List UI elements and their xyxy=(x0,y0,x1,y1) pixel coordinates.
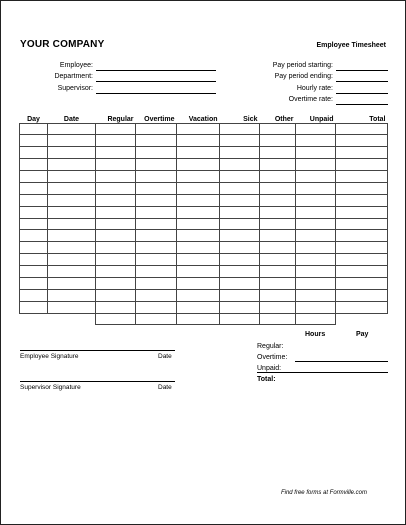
supervisor-input-line[interactable] xyxy=(96,93,216,94)
table-row xyxy=(20,301,388,313)
table-cell[interactable] xyxy=(136,147,177,159)
supervisor-date-label: Date xyxy=(158,384,172,391)
col-sick: Sick xyxy=(243,115,258,123)
table-cell[interactable] xyxy=(220,194,260,206)
col-regular: Regular xyxy=(107,115,134,123)
col-other: Other xyxy=(274,115,294,123)
table-cell[interactable] xyxy=(48,289,96,301)
table-row xyxy=(20,182,388,194)
table-cell[interactable] xyxy=(48,242,96,254)
overtime-rate-input-line[interactable] xyxy=(336,104,388,105)
table-cell[interactable] xyxy=(260,266,296,278)
col-day: Day xyxy=(27,115,40,123)
table-cell[interactable] xyxy=(177,171,220,183)
period-end-label: Pay period ending: xyxy=(274,73,333,80)
table-cell[interactable] xyxy=(96,218,136,230)
hourly-rate-field xyxy=(241,85,333,95)
table-cell[interactable] xyxy=(177,242,220,254)
timesheet-table xyxy=(19,113,388,325)
table-cell[interactable] xyxy=(96,159,136,171)
table-cell[interactable] xyxy=(260,206,296,218)
table-header-row xyxy=(20,113,388,123)
table-cell[interactable] xyxy=(136,159,177,171)
table-row xyxy=(20,194,388,206)
table-cell[interactable] xyxy=(336,277,388,289)
table-cell[interactable] xyxy=(260,182,296,194)
table-cell[interactable] xyxy=(336,194,388,206)
table-cell[interactable] xyxy=(177,230,220,242)
table-cell[interactable] xyxy=(260,135,296,147)
table-row xyxy=(20,254,388,266)
table-cell[interactable] xyxy=(96,123,136,135)
table-cell[interactable] xyxy=(220,266,260,278)
table-cell[interactable] xyxy=(260,123,296,135)
col-overtime: Overtime xyxy=(144,115,175,123)
table-cell[interactable] xyxy=(220,123,260,135)
summary-pay-header: Pay xyxy=(356,331,369,338)
table-cell[interactable] xyxy=(48,135,96,147)
table-cell[interactable] xyxy=(296,242,336,254)
table-cell[interactable] xyxy=(136,218,177,230)
table-cell[interactable] xyxy=(220,277,260,289)
department-field xyxy=(21,73,93,83)
table-cell[interactable] xyxy=(20,266,48,278)
table-cell[interactable] xyxy=(296,301,336,313)
totals-blank-cell xyxy=(336,313,388,325)
employee-field xyxy=(21,62,93,72)
table-cell[interactable] xyxy=(296,147,336,159)
supervisor-field xyxy=(21,85,93,95)
table-cell[interactable] xyxy=(177,123,220,135)
table-cell[interactable] xyxy=(336,289,388,301)
totals-cell[interactable] xyxy=(96,313,136,325)
totals-cell[interactable] xyxy=(296,313,336,325)
table-cell[interactable] xyxy=(260,171,296,183)
table-cell[interactable] xyxy=(20,159,48,171)
table-cell[interactable] xyxy=(136,301,177,313)
footer-note: Find free forms at Formville.com xyxy=(280,490,367,496)
summary-unpaid-line[interactable] xyxy=(257,372,388,373)
table-row xyxy=(20,135,388,147)
table-row xyxy=(20,123,388,135)
table-cell[interactable] xyxy=(48,230,96,242)
period-start-field xyxy=(241,62,333,72)
table-cell[interactable] xyxy=(336,123,388,135)
table-cell[interactable] xyxy=(260,301,296,313)
table-cell[interactable] xyxy=(177,289,220,301)
table-cell[interactable] xyxy=(96,277,136,289)
table-cell[interactable] xyxy=(260,230,296,242)
table-cell[interactable] xyxy=(20,206,48,218)
table-cell[interactable] xyxy=(20,289,48,301)
table-cell[interactable] xyxy=(136,289,177,301)
table-cell[interactable] xyxy=(220,301,260,313)
table-cell[interactable] xyxy=(220,242,260,254)
period-end-input-line[interactable] xyxy=(336,81,388,82)
table-cell[interactable] xyxy=(136,242,177,254)
table-cell[interactable] xyxy=(177,218,220,230)
table-cell[interactable] xyxy=(336,301,388,313)
table-cell[interactable] xyxy=(220,182,260,194)
table-cell[interactable] xyxy=(96,135,136,147)
table-cell[interactable] xyxy=(336,147,388,159)
table-cell[interactable] xyxy=(136,230,177,242)
supervisor-signature-line[interactable] xyxy=(20,381,175,382)
table-row xyxy=(20,206,388,218)
table-cell[interactable] xyxy=(177,301,220,313)
department-input-line[interactable] xyxy=(96,81,216,82)
table-cell[interactable] xyxy=(96,289,136,301)
period-start-input-line[interactable] xyxy=(336,70,388,71)
supervisor-label: Supervisor: xyxy=(57,85,93,92)
table-cell[interactable] xyxy=(177,254,220,266)
table-cell[interactable] xyxy=(296,218,336,230)
table-cell[interactable] xyxy=(260,254,296,266)
totals-blank-cell xyxy=(48,313,96,325)
col-unpaid: Unpaid xyxy=(309,115,334,123)
company-name: YOUR COMPANY xyxy=(20,39,105,50)
table-cell[interactable] xyxy=(296,289,336,301)
table-cell[interactable] xyxy=(96,206,136,218)
table-cell[interactable] xyxy=(177,135,220,147)
table-cell[interactable] xyxy=(260,277,296,289)
table-cell[interactable] xyxy=(48,206,96,218)
table-cell[interactable] xyxy=(336,206,388,218)
table-cell[interactable] xyxy=(296,194,336,206)
totals-blank-cell xyxy=(20,313,48,325)
table-cell[interactable] xyxy=(20,242,48,254)
table-cell[interactable] xyxy=(336,254,388,266)
table-cell[interactable] xyxy=(177,182,220,194)
table-row xyxy=(20,218,388,230)
table-cell[interactable] xyxy=(336,159,388,171)
table-cell[interactable] xyxy=(296,123,336,135)
table-cell[interactable] xyxy=(296,230,336,242)
department-label: Department: xyxy=(54,73,93,80)
table-cell[interactable] xyxy=(96,182,136,194)
table-cell[interactable] xyxy=(20,182,48,194)
table-row xyxy=(20,266,388,278)
table-cell[interactable] xyxy=(20,123,48,135)
timesheet-table-wrapper xyxy=(19,113,388,325)
table-cell[interactable] xyxy=(48,266,96,278)
col-date: Date xyxy=(63,115,80,123)
table-row xyxy=(20,242,388,254)
employee-signature-label: Employee Signature xyxy=(20,353,79,360)
table-cell[interactable] xyxy=(220,159,260,171)
table-cell[interactable] xyxy=(136,171,177,183)
table-cell[interactable] xyxy=(48,182,96,194)
table-cell[interactable] xyxy=(96,266,136,278)
table-cell[interactable] xyxy=(177,194,220,206)
table-cell[interactable] xyxy=(296,159,336,171)
table-row xyxy=(20,159,388,171)
table-cell[interactable] xyxy=(20,230,48,242)
employee-date-label: Date xyxy=(158,353,172,360)
table-cell[interactable] xyxy=(48,123,96,135)
table-cell[interactable] xyxy=(220,230,260,242)
summary-overtime-line[interactable] xyxy=(295,361,388,362)
hourly-rate-label: Hourly rate: xyxy=(296,85,333,92)
table-cell[interactable] xyxy=(96,254,136,266)
table-cell[interactable] xyxy=(96,242,136,254)
table-cell[interactable] xyxy=(296,135,336,147)
table-cell[interactable] xyxy=(136,206,177,218)
timesheet-body xyxy=(20,123,388,325)
table-cell[interactable] xyxy=(296,266,336,278)
table-cell[interactable] xyxy=(177,266,220,278)
table-cell[interactable] xyxy=(220,218,260,230)
table-cell[interactable] xyxy=(260,242,296,254)
summary-hours-header: Hours xyxy=(305,331,326,338)
table-row xyxy=(20,171,388,183)
table-cell[interactable] xyxy=(336,182,388,194)
table-cell[interactable] xyxy=(336,230,388,242)
table-cell[interactable] xyxy=(20,218,48,230)
table-cell[interactable] xyxy=(136,182,177,194)
table-cell[interactable] xyxy=(136,123,177,135)
table-cell[interactable] xyxy=(136,266,177,278)
table-cell[interactable] xyxy=(177,159,220,171)
table-cell[interactable] xyxy=(20,254,48,266)
table-cell[interactable] xyxy=(296,182,336,194)
table-cell[interactable] xyxy=(177,147,220,159)
table-cell[interactable] xyxy=(48,194,96,206)
table-cell[interactable] xyxy=(20,301,48,313)
totals-row xyxy=(20,313,388,325)
table-cell[interactable] xyxy=(48,147,96,159)
table-cell[interactable] xyxy=(220,135,260,147)
summary-total-label: Total: xyxy=(257,376,276,383)
table-cell[interactable] xyxy=(20,171,48,183)
table-cell[interactable] xyxy=(136,254,177,266)
overtime-rate-label: Overtime rate: xyxy=(288,96,333,103)
table-cell[interactable] xyxy=(220,206,260,218)
table-cell[interactable] xyxy=(260,159,296,171)
overtime-rate-field xyxy=(241,96,333,106)
table-cell[interactable] xyxy=(48,301,96,313)
table-cell[interactable] xyxy=(136,135,177,147)
table-cell[interactable] xyxy=(336,135,388,147)
table-cell[interactable] xyxy=(260,289,296,301)
table-cell[interactable] xyxy=(48,159,96,171)
table-cell[interactable] xyxy=(20,194,48,206)
table-cell[interactable] xyxy=(48,218,96,230)
employee-signature-line[interactable] xyxy=(20,350,175,351)
table-cell[interactable] xyxy=(260,194,296,206)
table-row xyxy=(20,289,388,301)
table-row xyxy=(20,230,388,242)
table-cell[interactable] xyxy=(96,194,136,206)
summary-unpaid-label: Unpaid: xyxy=(257,365,282,372)
col-vacation: Vacation xyxy=(188,115,218,123)
table-cell[interactable] xyxy=(220,171,260,183)
table-cell[interactable] xyxy=(296,254,336,266)
summary-overtime-label: Overtime: xyxy=(257,354,288,361)
table-cell[interactable] xyxy=(96,147,136,159)
table-cell[interactable] xyxy=(96,171,136,183)
table-cell[interactable] xyxy=(220,147,260,159)
supervisor-signature-label: Supervisor Signature xyxy=(20,384,81,391)
table-cell[interactable] xyxy=(336,218,388,230)
hourly-rate-input-line[interactable] xyxy=(336,93,388,94)
table-cell[interactable] xyxy=(260,218,296,230)
table-cell[interactable] xyxy=(220,254,260,266)
employee-input-line[interactable] xyxy=(96,70,216,71)
table-cell[interactable] xyxy=(260,147,296,159)
table-cell[interactable] xyxy=(136,277,177,289)
table-cell[interactable] xyxy=(48,171,96,183)
table-cell[interactable] xyxy=(48,254,96,266)
table-cell[interactable] xyxy=(20,277,48,289)
table-cell[interactable] xyxy=(296,277,336,289)
totals-cell[interactable] xyxy=(260,313,296,325)
table-cell[interactable] xyxy=(20,135,48,147)
table-cell[interactable] xyxy=(296,171,336,183)
document-title: Employee Timesheet xyxy=(316,42,386,49)
table-cell[interactable] xyxy=(96,230,136,242)
totals-cell[interactable] xyxy=(177,313,220,325)
table-cell[interactable] xyxy=(336,171,388,183)
col-total: Total xyxy=(369,115,386,123)
table-cell[interactable] xyxy=(177,277,220,289)
totals-cell[interactable] xyxy=(136,313,177,325)
table-cell[interactable] xyxy=(177,206,220,218)
period-start-label: Pay period starting: xyxy=(272,62,333,69)
table-cell[interactable] xyxy=(336,242,388,254)
totals-cell[interactable] xyxy=(220,313,260,325)
table-cell[interactable] xyxy=(96,301,136,313)
table-cell[interactable] xyxy=(296,206,336,218)
table-cell[interactable] xyxy=(136,194,177,206)
table-row xyxy=(20,147,388,159)
table-cell[interactable] xyxy=(336,266,388,278)
summary-regular-label: Regular: xyxy=(257,343,284,350)
table-cell[interactable] xyxy=(220,289,260,301)
period-end-field xyxy=(241,73,333,83)
employee-label: Employee: xyxy=(59,62,93,69)
table-row xyxy=(20,277,388,289)
table-cell[interactable] xyxy=(48,277,96,289)
table-cell[interactable] xyxy=(20,147,48,159)
